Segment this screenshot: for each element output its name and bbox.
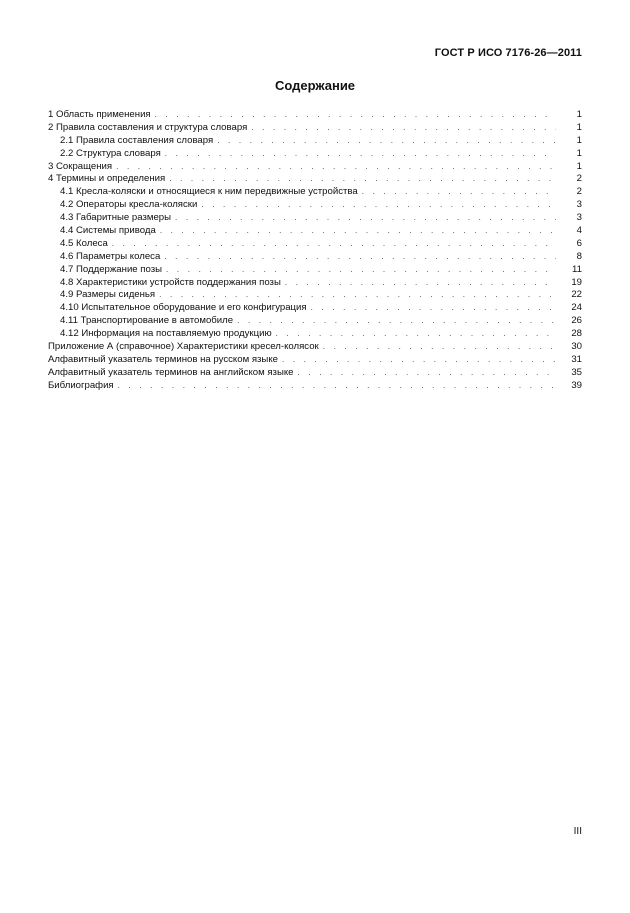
toc-leader (237, 315, 556, 328)
toc-leader (285, 277, 556, 290)
toc-leader (175, 212, 556, 225)
toc-entry-label: 4.2 Операторы кресла-коляски (60, 199, 198, 211)
toc-entry-label: 4 Термины и определения (48, 173, 166, 185)
toc-leader (166, 264, 556, 277)
toc-entry[interactable] (48, 289, 582, 302)
toc-entry-label: 4.12 Информация на поставляемую продукцию (60, 328, 272, 340)
toc-entry-page: 35 (571, 366, 582, 378)
toc-entry-label: 2.1 Правила составления словаря (60, 134, 214, 146)
toc-entry-label: 1 Область применения (48, 109, 151, 120)
toc-entry-page: 11 (572, 263, 582, 275)
toc-leader (118, 380, 556, 393)
toc-entry-page: 1 (576, 109, 582, 120)
toc-entry[interactable] (48, 251, 582, 264)
toc-entry-label: Алфавитный указатель терминов на русском языке (48, 353, 278, 365)
toc-leader (201, 199, 556, 212)
toc-entry[interactable] (48, 328, 582, 341)
toc-entry[interactable] (48, 122, 582, 135)
document-header: ГОСТ Р ИСО 7176-26—2011 (434, 47, 582, 59)
toc-leader (276, 328, 556, 341)
toc-entry-page: 22 (571, 289, 582, 301)
toc-leader (362, 186, 556, 199)
toc-entry-page: 3 (576, 199, 582, 211)
toc-entry-page: 4 (576, 225, 582, 237)
toc-entry-page: 2 (576, 186, 582, 198)
toc-entry-page: 19 (571, 276, 582, 288)
toc-leader (282, 354, 556, 367)
toc-entry[interactable] (48, 161, 582, 174)
toc-entry[interactable] (48, 277, 582, 290)
toc-entry-page: 39 (571, 379, 582, 391)
toc-leader (217, 135, 556, 148)
toc-leader (160, 225, 556, 238)
toc-title: Содержание (274, 78, 356, 93)
toc-entry-page: 6 (576, 237, 582, 249)
toc-leader (251, 122, 556, 135)
toc-leader (164, 251, 556, 264)
toc-leader (155, 109, 556, 122)
toc-entry-page: 3 (576, 212, 582, 224)
toc-entry[interactable] (48, 367, 582, 380)
toc-entry-page: 1 (576, 160, 582, 172)
toc-entry[interactable] (48, 199, 582, 212)
toc-entry[interactable] (48, 173, 582, 186)
toc-entry[interactable] (48, 135, 582, 148)
toc-entry-label: 4.6 Параметры колеса (60, 250, 161, 262)
page-number: III (573, 826, 582, 837)
toc-entry-page: 28 (571, 328, 582, 340)
toc-leader (165, 148, 556, 161)
toc-entry-label: Библиография (48, 379, 114, 391)
toc-entry-label: 4.8 Характеристики устройств поддержания позы (60, 276, 281, 288)
toc-entry-label: 4.9 Размеры сиденья (60, 289, 156, 301)
toc-entry[interactable] (48, 186, 582, 199)
toc-entry-label: 4.7 Поддержание позы (60, 263, 163, 275)
toc-entry-page: 1 (576, 147, 582, 159)
toc-entry[interactable] (48, 341, 582, 354)
toc-entry-label: 4.4 Системы привода (60, 225, 156, 237)
toc-entry-label: 4.1 Кресла-коляски и относящиеся к ним передвижные устройства (60, 186, 358, 198)
toc-leader (323, 341, 556, 354)
toc-entry-label: 2 Правила составления и структура словаря (48, 121, 248, 133)
toc-entry-page: 26 (571, 315, 582, 327)
toc-entry[interactable] (48, 109, 582, 122)
toc-entry[interactable] (48, 354, 582, 367)
toc-entry-label: 2.2 Структура словаря (60, 147, 161, 159)
toc-entry[interactable] (48, 225, 582, 238)
toc-entry-page: 24 (571, 302, 582, 314)
toc-entry-label: Приложение А (справочное) Характеристики кресел-колясок (48, 341, 319, 353)
toc-leader (116, 161, 556, 174)
toc-leader (298, 367, 557, 380)
toc-entry[interactable] (48, 212, 582, 225)
toc-entry-page: 1 (576, 121, 582, 133)
toc-entry-page: 30 (571, 341, 582, 353)
toc-entry[interactable] (48, 148, 582, 161)
toc-entry[interactable] (48, 380, 582, 393)
toc-entry-label: 4.5 Колеса (60, 237, 108, 249)
toc-entry-page: 1 (576, 134, 582, 146)
toc-entry[interactable] (48, 302, 582, 315)
toc-entry-label: Алфавитный указатель терминов на английском языке (48, 366, 294, 378)
toc-entry-label: 4.3 Габаритные размеры (60, 212, 172, 224)
toc-entry-page: 8 (576, 250, 582, 262)
toc-entry-page: 2 (576, 173, 582, 185)
toc-entry-label: 3 Сокращения (48, 160, 113, 172)
toc-leader (159, 289, 556, 302)
toc-leader (112, 238, 556, 251)
toc-entry[interactable] (48, 315, 582, 328)
toc-leader (169, 173, 556, 186)
toc-entry-label: 4.10 Испытательное оборудование и его конфигурация (60, 302, 307, 314)
toc-entry[interactable] (48, 264, 582, 277)
toc-leader (311, 302, 556, 315)
table-of-contents (48, 109, 582, 393)
toc-entry-page: 31 (571, 353, 582, 365)
toc-entry-label: 4.11 Транспортирование в автомобиле (60, 315, 234, 327)
toc-entry[interactable] (48, 238, 582, 251)
